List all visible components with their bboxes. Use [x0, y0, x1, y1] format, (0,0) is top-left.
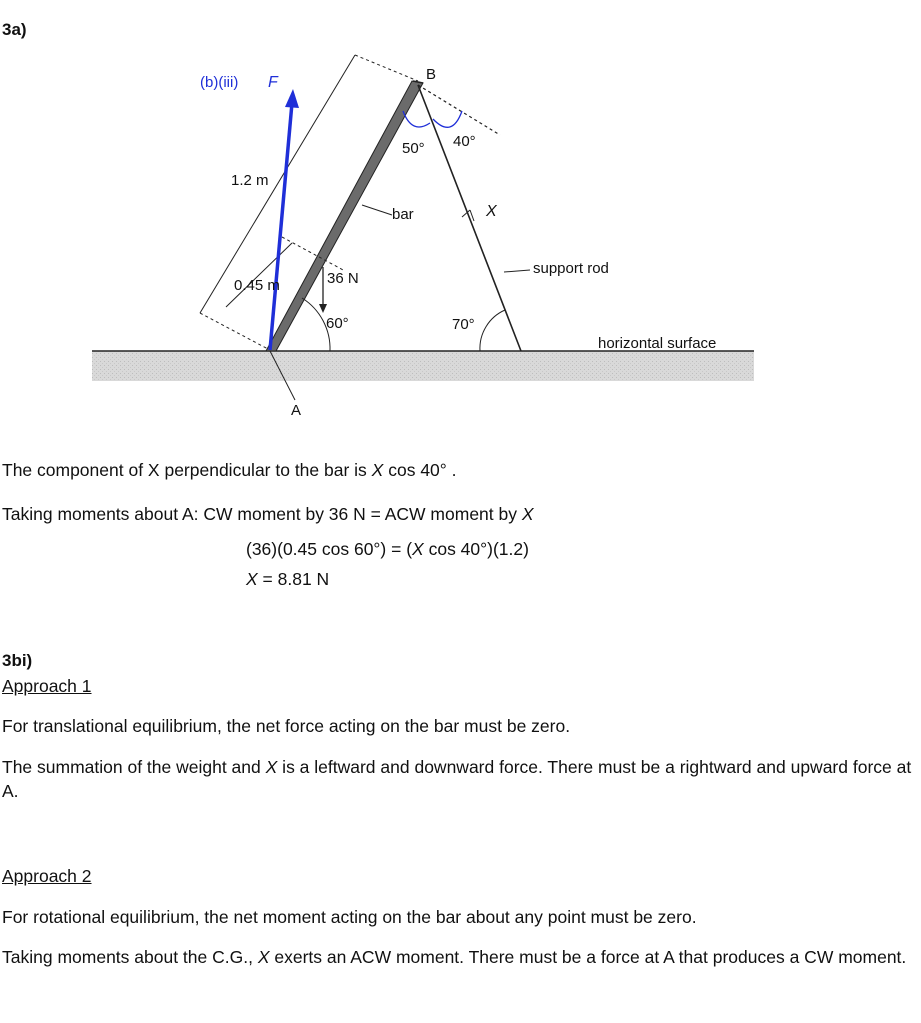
angle-arc-40: [433, 111, 462, 127]
label-b: B: [426, 66, 437, 83]
label-1-2m: 1.2 m: [231, 172, 269, 189]
angle-arc-50: [403, 111, 430, 127]
q3bi-heading: 3bi): [2, 651, 33, 670]
label-60: 60°: [326, 315, 349, 332]
label-x: X: [486, 203, 497, 220]
approach2-paragraph2: Taking moments about the C.G., X exerts an ACW moment. There must be a force at A that produces a CW moment.: [2, 947, 907, 967]
angle-arc-70: [480, 310, 505, 351]
label-70: 70°: [452, 316, 475, 333]
perpendicular-dashed-line: [418, 85, 500, 135]
q3a-line2: Taking moments about A: CW moment by 36 N = ACW moment by X: [2, 504, 534, 524]
q3a-equation2: X = 8.81 N: [246, 569, 330, 589]
ground-surface: [92, 351, 754, 381]
label-50: 50°: [402, 140, 425, 157]
approach1-paragraph2: The summation of the weight and X is a leftward and downward force. There must be a rightward and upward force at A.: [2, 757, 912, 801]
label-40: 40°: [453, 133, 476, 150]
label-0-45m: 0.45 m: [234, 277, 280, 294]
label-bar: bar: [392, 206, 414, 223]
bar-support-diagram: [0, 45, 921, 425]
support-rod: [418, 85, 521, 351]
q3a-line1: The component of X perpendicular to the bar is X cos 40° .: [2, 460, 457, 480]
approach2-title: Approach 2: [2, 866, 92, 886]
label-b-iii: (b)(iii): [200, 74, 239, 91]
force-f-arrowhead: [285, 89, 299, 108]
q3a-equation1: (36)(0.45 cos 60°) = (X cos 40°)(1.2): [246, 539, 529, 559]
label-36n: 36 N: [327, 270, 359, 287]
q3a-heading: 3a): [2, 20, 27, 39]
approach2-paragraph1: For rotational equilibrium, the net moment acting on the bar about any point must be zero.: [2, 907, 697, 927]
approach1-paragraph1: For translational equilibrium, the net force acting on the bar must be zero.: [2, 716, 571, 736]
label-a: A: [291, 402, 302, 419]
label-support-rod: support rod: [533, 260, 609, 277]
label-f: F: [268, 74, 278, 91]
approach1-title: Approach 1: [2, 676, 92, 696]
label-horizontal-surface: horizontal surface: [598, 335, 717, 352]
